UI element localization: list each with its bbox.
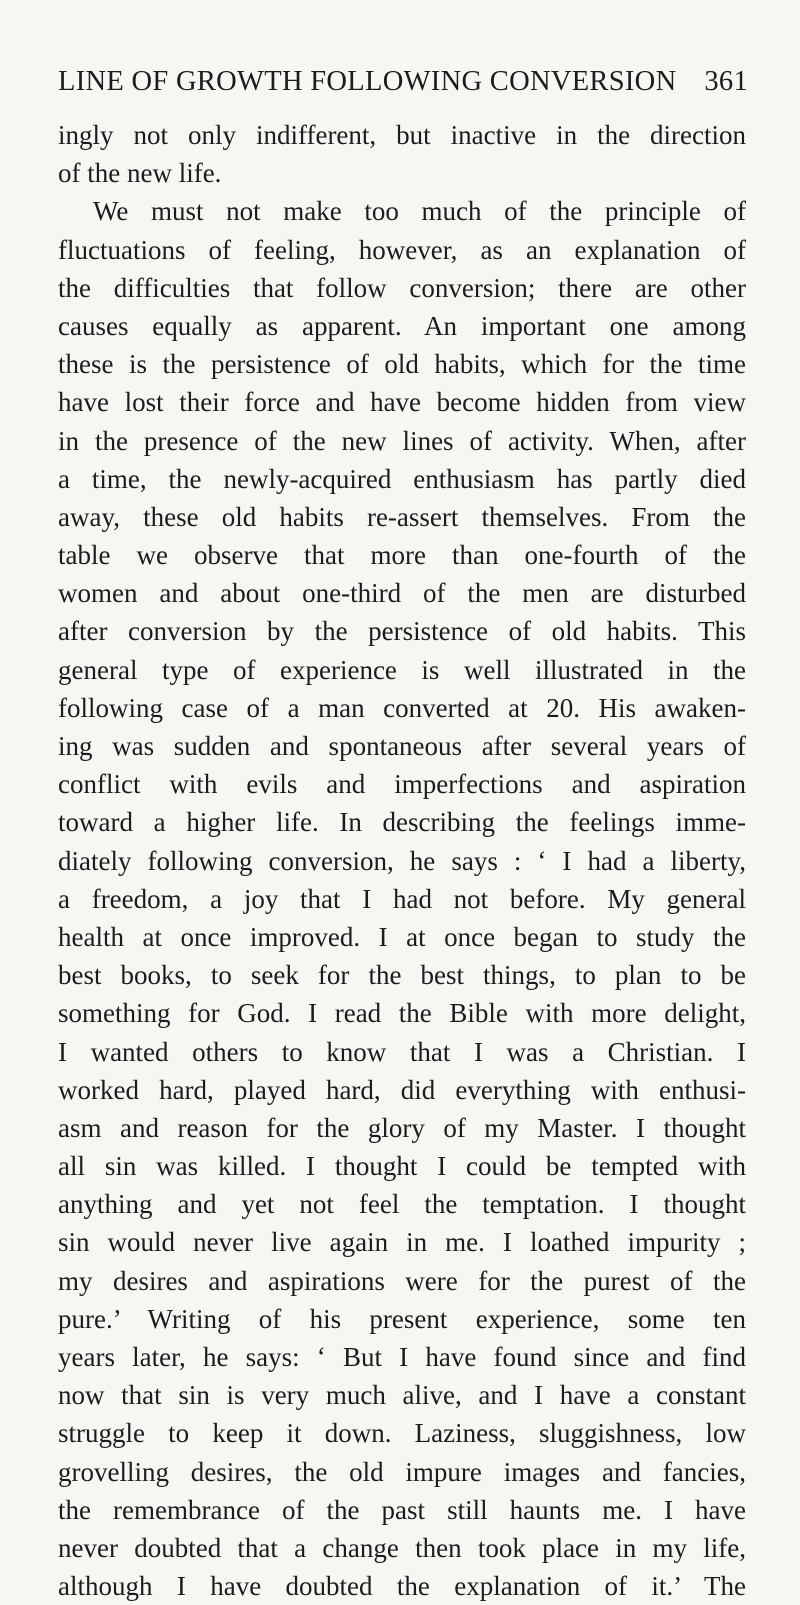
text-line: the difficulties that follow conversion; there are other [58,272,746,303]
text-line: sin would never live again in me. I loathed impurity ; [58,1227,746,1258]
text-line: a freedom, a joy that I had not before. My general [58,883,746,914]
text-line: although I have doubted the explanation of it.’ The [58,1571,746,1602]
text-line: my desires and aspirations were for the purest of the [58,1265,746,1296]
text-line: causes equally as apparent. An important one among [58,310,746,341]
text-line: pure.’ Writing of his present experience, some ten [58,1303,746,1334]
body-text [58,116,746,1605]
text-line: diately following conversion, he says : ‘ I had a liberty, [58,845,746,876]
text-line: years later, he says: ‘ But I have found since and find [58,1342,746,1372]
text-line: have lost their force and have become hidden from view [58,387,746,418]
text-line: the remembrance of the past still haunts me. I have [58,1494,746,1525]
text-line: ing was sudden and spontaneous after several years of [58,731,746,761]
text-line: general type of experience is well illustrated in the [58,654,746,685]
text-line: table we observe that more than one-fourth of the [58,540,746,571]
text-line: struggle to keep it down. Laziness, sluggishness, low [58,1418,746,1449]
text-line: a time, the newly-acquired enthusiasm has partly died [58,463,746,494]
text-line: best books, to seek for the best things, to plan to be [58,960,746,991]
text-line: now that sin is very much alive, and I have a constant [58,1380,746,1411]
text-line: health at once improved. I at once began to study the [58,921,746,952]
text-line: of the new life. [58,158,222,189]
text-line: toward a higher life. In describing the feelings imme- [58,807,746,838]
text-line: after conversion by the persistence of old habits. This [58,616,746,647]
text-line: grovelling desires, the old impure images and fancies, [58,1456,746,1487]
text-line: anything and yet not feel the temptation. I thought [58,1189,746,1220]
text-line: these is the persistence of old habits, which for the time [58,349,746,380]
running-head-title: LINE OF GROWTH FOLLOWING CONVERSION [58,66,677,97]
text-line: in the presence of the new lines of activity. When, after [58,425,746,456]
text-line: ingly not only indifferent, but inactive in the direction [58,120,746,150]
text-line: conflict with evils and imperfections and aspiration [58,769,746,800]
text-line: away, these old habits re-assert themselves. From the [58,501,746,532]
text-line: I wanted others to know that I was a Christian. I [58,1036,746,1067]
text-line: something for God. I read the Bible with more delight, [58,998,746,1029]
text-line: worked hard, played hard, did everything with enthusi- [58,1074,746,1105]
text-line: never doubted that a change then took place in my life, [58,1532,746,1563]
text-line: following case of a man converted at 20. His awaken- [58,692,746,723]
text-line: fluctuations of feeling, however, as an explanation of [58,234,746,265]
page-number: 361 [704,66,748,97]
text-line: asm and reason for the glory of my Master. I thought [58,1112,746,1143]
paragraph-start-line: We must not make too much of the principle of [93,196,746,227]
text-line: all sin was killed. I thought I could be tempted with [58,1151,746,1182]
text-line: women and about one-third of the men are disturbed [58,578,746,609]
running-head [58,66,748,98]
